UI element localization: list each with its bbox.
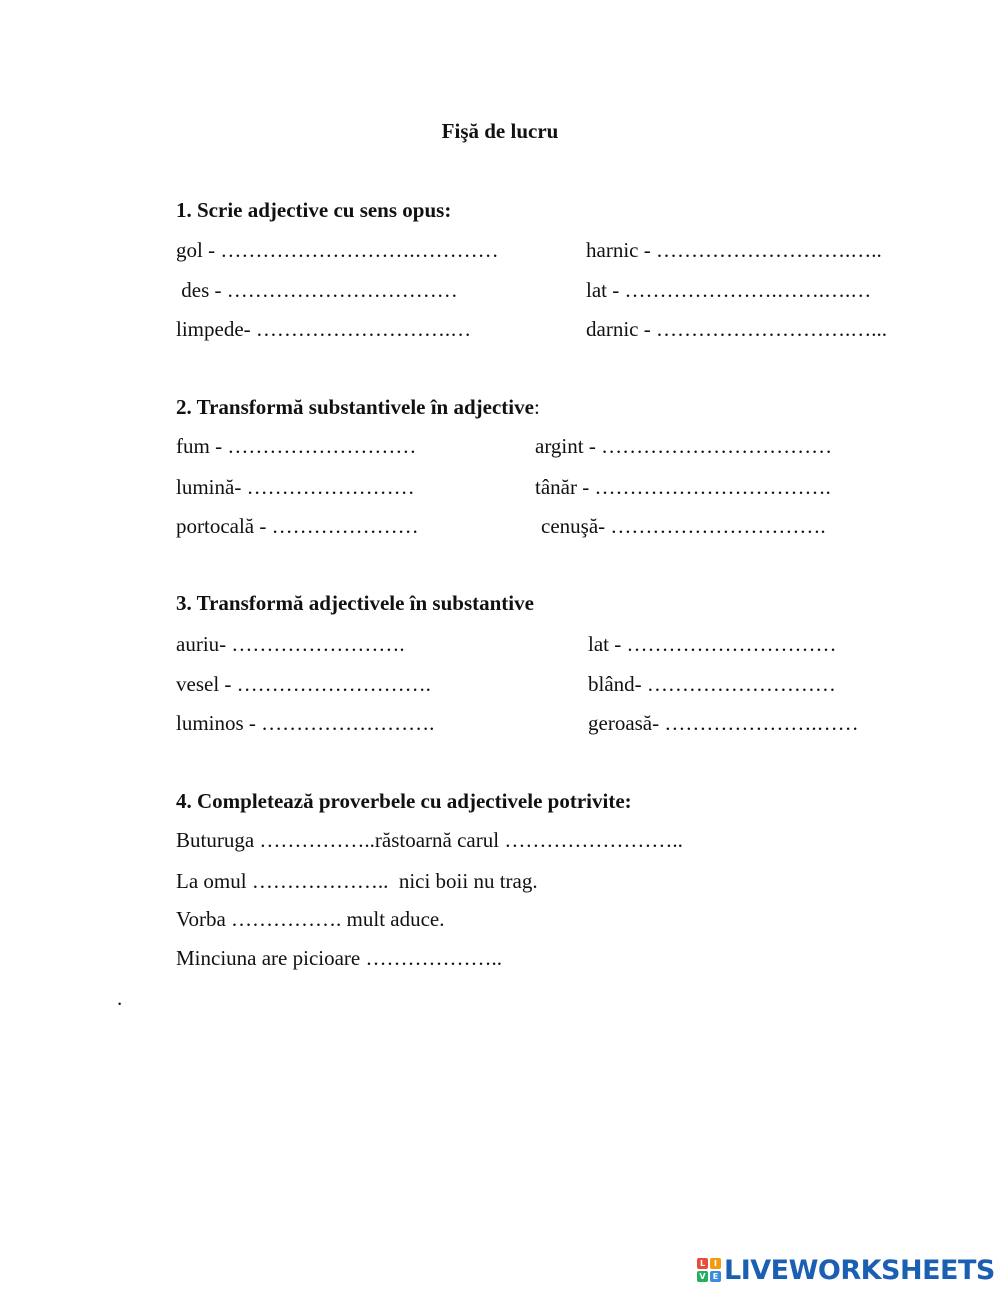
exercise-item: portocală - ………………… (176, 514, 419, 538)
proverb-item: Minciuna are picioare ……………….. (176, 946, 502, 970)
exercise-item: darnic - ……………………….…... (586, 317, 887, 341)
exercise-item: blând- ……………………… (588, 672, 836, 696)
section-2-heading (176, 397, 540, 418)
proverb-item: La omul ……………….. nici boii nu trag. (176, 869, 538, 893)
logo-blocks-icon (697, 1258, 721, 1282)
logo-block: E (710, 1271, 721, 1282)
exercise-item: lat - ………………….…….….… (586, 278, 872, 302)
section-2-heading-text: 2. Transformă substantivele în adjective (176, 395, 534, 419)
section-3-heading: 3. Transformă adjectivele în substantive (176, 591, 534, 615)
exercise-item: limpede- ……………………….… (176, 317, 472, 341)
stray-period: . (117, 986, 123, 1010)
exercise-item: cenuşă- …………………………. (541, 514, 826, 538)
section-4-heading: 4. Completează proverbele cu adjectivele potrivite: (176, 789, 632, 813)
exercise-item: tânăr - ……………………………. (535, 475, 831, 499)
liveworksheets-logo (697, 1253, 995, 1287)
logo-block: I (710, 1258, 721, 1269)
exercise-item: argint - …………………………… (535, 434, 833, 458)
exercise-item: lumină- …………………… (176, 475, 415, 499)
logo-text: LIVEWORKSHEETS (724, 1254, 995, 1286)
logo-block: L (697, 1258, 708, 1269)
proverb-item: Buturuga ……………..răstoarnă carul …………………….. (176, 828, 683, 852)
exercise-item: auriu- ……………………. (176, 632, 405, 656)
proverb-item: Vorba ……………. mult aduce. (176, 907, 445, 931)
exercise-item: fum - ……………………… (176, 434, 417, 458)
exercise-item: harnic - ……………………….….. (586, 238, 882, 262)
exercise-item: luminos - ……………………. (176, 711, 435, 735)
logo-block: V (697, 1271, 708, 1282)
exercise-item: gol - ……………………….………… (176, 238, 499, 262)
exercise-item: geroasă- ………………….…… (588, 711, 859, 735)
section-1-heading: 1. Scrie adjective cu sens opus: (176, 198, 452, 222)
exercise-item: lat - ………………………… (588, 632, 837, 656)
exercise-item: des - …………………………… (176, 278, 458, 302)
page-title: Fişă de lucru (441, 119, 559, 143)
section-2-heading-colon: : (533, 395, 540, 419)
exercise-item: vesel - ………………………. (176, 672, 431, 696)
